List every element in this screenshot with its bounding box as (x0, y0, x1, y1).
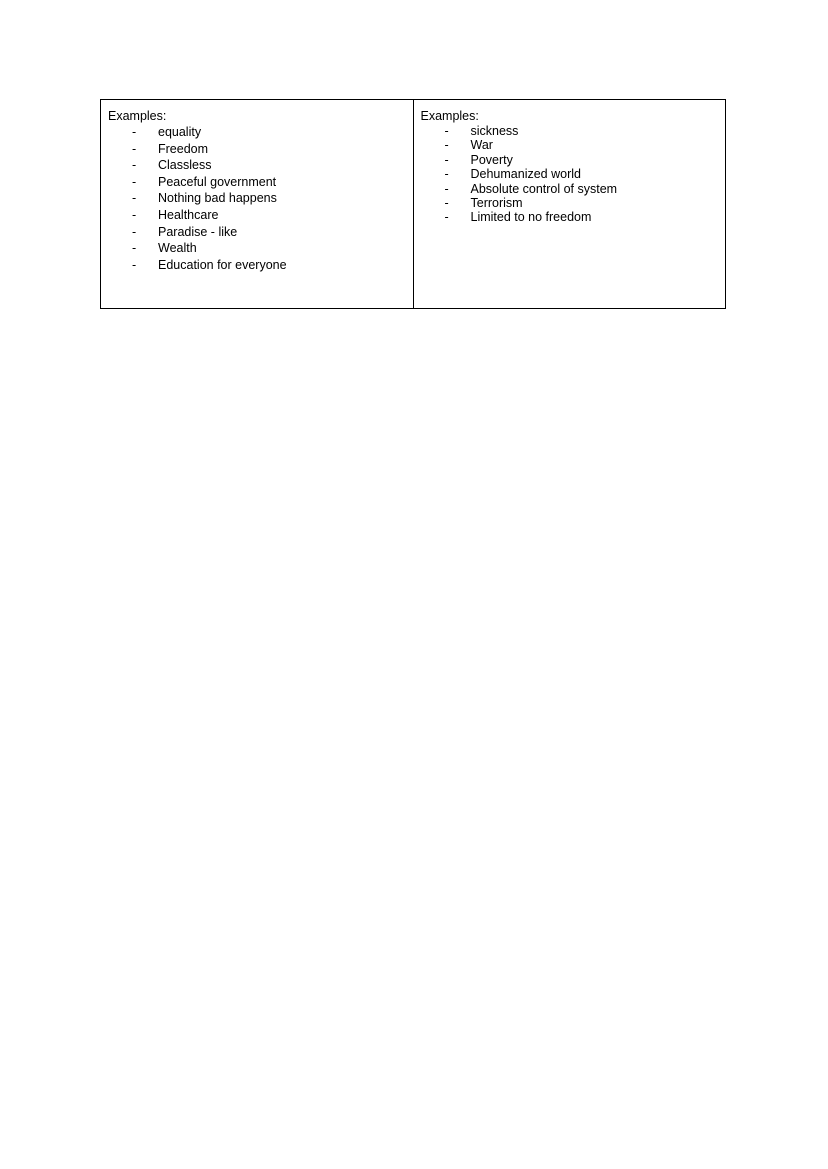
list-item-text: War (470, 138, 493, 153)
list-item-text: Absolute control of system (470, 181, 618, 196)
list-item-text: Nothing bad happens (158, 191, 277, 206)
list-item-text: equality (158, 125, 202, 139)
bullet-dash: - (132, 141, 137, 156)
list-item (421, 124, 719, 138)
bullet-dash: - (444, 196, 449, 211)
right-cell (413, 100, 726, 308)
list-item (421, 196, 719, 210)
bullet-dash: - (444, 138, 449, 153)
examples-table (100, 99, 726, 309)
bullet-dash: - (132, 257, 137, 272)
list-item (108, 124, 406, 141)
list-item (108, 240, 406, 257)
list-item-text: Healthcare (158, 207, 219, 222)
list-item (108, 174, 406, 191)
list-item (108, 190, 406, 207)
bullet-dash: - (132, 191, 137, 206)
list-item (421, 167, 719, 181)
list-item (421, 153, 719, 167)
list-item-text: Freedom (158, 141, 209, 156)
bullet-dash: - (444, 124, 449, 138)
bullet-dash: - (132, 241, 137, 256)
list-item-text: Limited to no freedom (470, 210, 592, 225)
bullet-dash: - (444, 210, 449, 225)
left-cell (101, 100, 413, 308)
list-item (108, 157, 406, 174)
right-heading: Examples: (420, 109, 479, 123)
bullet-dash: - (444, 152, 449, 167)
bullet-dash: - (132, 207, 137, 222)
list-item (108, 224, 406, 241)
list-item (421, 210, 719, 224)
list-item (421, 138, 719, 152)
bullet-dash: - (132, 224, 137, 239)
list-item (108, 207, 406, 224)
list-item-text: Terrorism (470, 196, 523, 211)
left-list (108, 124, 406, 273)
list-item-text: Education for everyone (158, 257, 287, 272)
bullet-dash: - (444, 167, 449, 182)
list-item-text: Paradise - like (158, 224, 238, 239)
list-item-text: Classless (158, 158, 212, 173)
list-item (108, 141, 406, 158)
list-item (421, 182, 719, 196)
left-heading: Examples: (108, 109, 167, 123)
list-item-text: Poverty (470, 152, 513, 167)
list-item-text: Wealth (158, 241, 197, 256)
list-item-text: Dehumanized world (470, 167, 581, 182)
bullet-dash: - (132, 158, 137, 173)
bullet-dash: - (132, 125, 137, 139)
list-item-text: sickness (470, 124, 519, 138)
bullet-dash: - (444, 181, 449, 196)
bullet-dash: - (132, 174, 137, 189)
list-item (108, 257, 406, 274)
list-item-text: Peaceful government (158, 174, 277, 189)
right-list (421, 124, 719, 225)
